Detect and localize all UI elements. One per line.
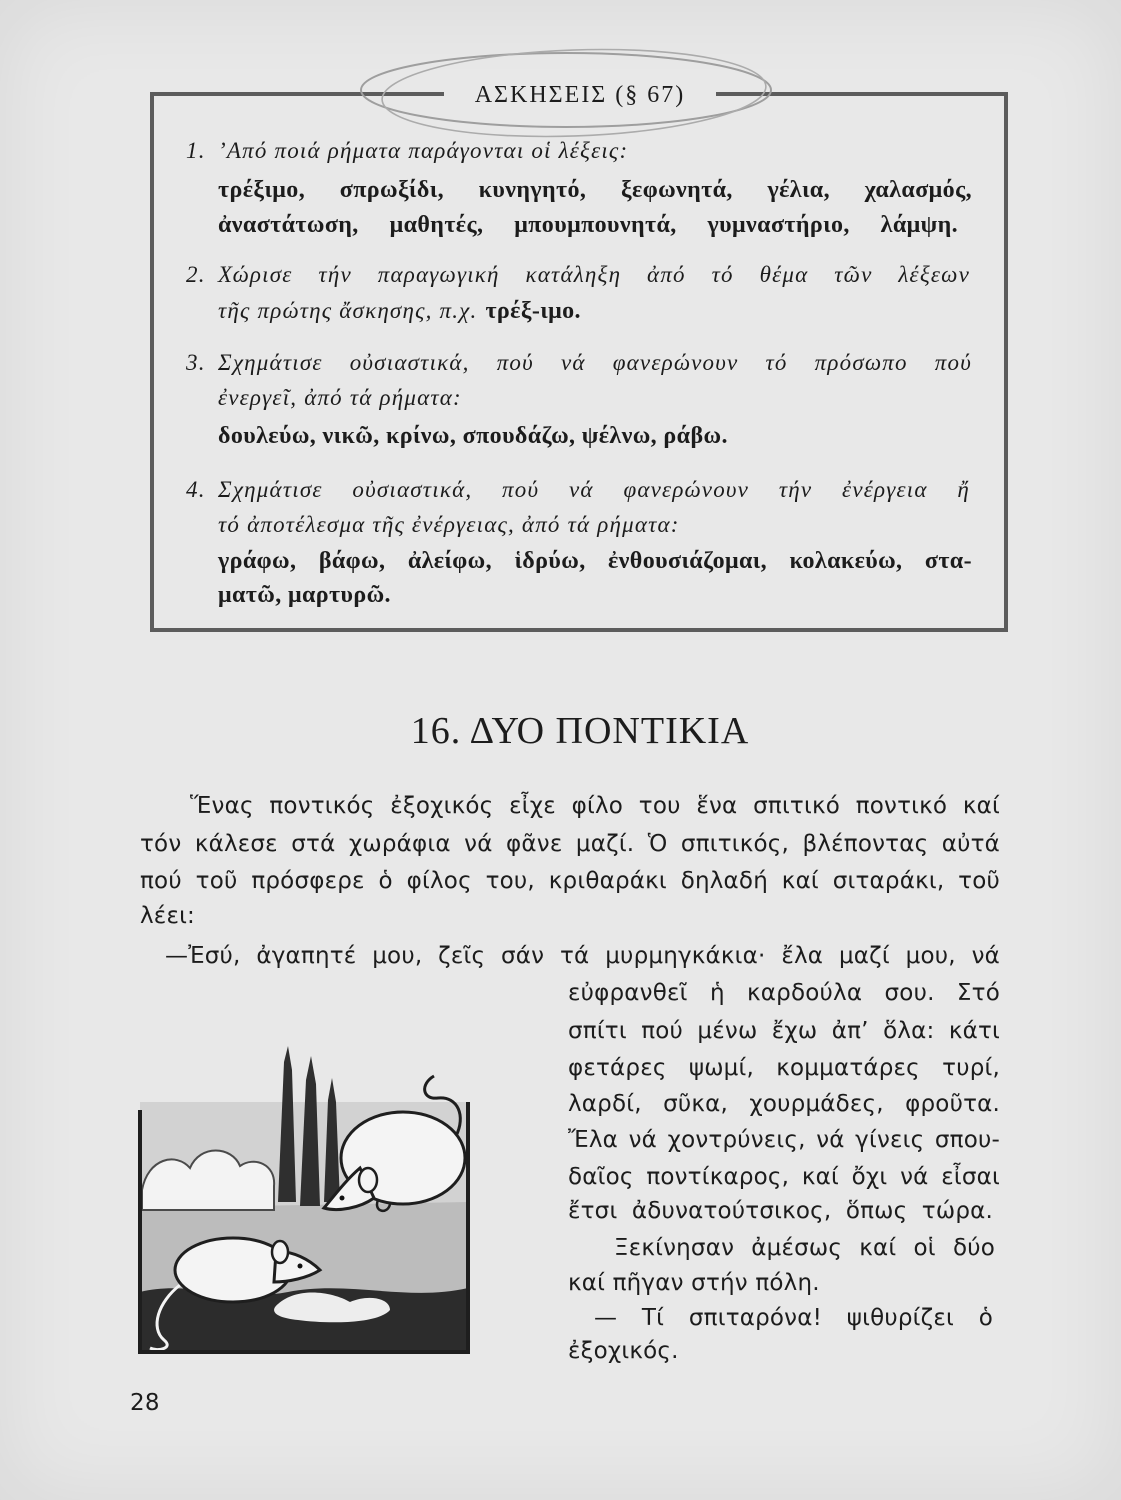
exercise-word-list: δουλεύω, νικῶ, κρίνω, σπουδάζω, ψέλνω, ράβω. bbox=[218, 423, 728, 449]
story-line: ἔτσι ἀδυνατούτσικος, ὅπως τώρα. bbox=[568, 1198, 993, 1224]
story-line: καί πῆγαν στήν πόλη. bbox=[568, 1270, 820, 1296]
exercise-prompt: Σχημάτισε οὐσιαστικά, πού νά φανερώνουν τό πρόσωπο πού bbox=[218, 350, 972, 375]
story-heading: 16. ΔΥΟ ΠΟΝΤΙΚΙΑ bbox=[410, 710, 750, 752]
exercise-word-list: ἀναστάτωση, μαθητές, μπουμπουνητά, γυμναστήριο, λάμψη. bbox=[218, 212, 958, 238]
exercise-number: 1. bbox=[186, 138, 206, 163]
story-line: λαρδί, σῦκα, χουρμάδες, φροῦτα. bbox=[568, 1091, 1000, 1117]
story-line: Ξεκίνησαν ἀμέσως καί οἱ δύο bbox=[614, 1235, 995, 1261]
exercise-word-list: τρέξιμο, σπρωξίδι, κυνηγητό, ξεφωνητά, γέλια, χαλασμός, bbox=[218, 177, 972, 203]
exercise-prompt: Χώρισε τήν παραγωγική κατάληξη ἀπό τό θέμα τῶν λέξεων bbox=[218, 262, 970, 287]
exercise-example: τρέξ-ιμο. bbox=[485, 298, 581, 324]
exercise-number: 2. bbox=[186, 262, 206, 287]
exercise-number: 4. bbox=[186, 477, 206, 502]
story-line: δαῖος ποντίκαρος, καί ὄχι νά εἶσαι bbox=[568, 1164, 1000, 1190]
story-line: —Ἐσύ, ἀγαπητέ μου, ζεῖς σάν τά μυρμηγκάκια· ἔλα μαζί μου, νά bbox=[165, 943, 1000, 969]
exercise-number: 3. bbox=[186, 350, 206, 375]
exercise-prompt: ’Από ποιά ρήματα παράγονται οἱ λέξεις: bbox=[218, 138, 629, 163]
exercise-prompt: τό ἀποτέλεσμα τῆς ἐνέργειας, ἀπό τά ρήματα: bbox=[218, 512, 680, 537]
exercise-prompt: τῆς πρώτης ἄσκησης, π.χ. bbox=[218, 298, 478, 323]
bottom-mouse-eye bbox=[298, 1264, 303, 1269]
story-line: εὐφρανθεῖ ἡ καρδούλα σου. Στό bbox=[568, 980, 1000, 1006]
story-line: λέει: bbox=[140, 903, 196, 929]
top-mouse-ear bbox=[359, 1168, 377, 1192]
story-line: σπίτι πού μένω ἔχω ἀπ’ ὅλα: κάτι bbox=[568, 1018, 1000, 1044]
story-line: φετάρες ψωμί, κομματάρες τυρί, bbox=[568, 1055, 1000, 1081]
story-line: τόν κάλεσε στά χωράφια νά φᾶνε μαζί. Ὁ σπιτικός, βλέποντας αὐτά bbox=[140, 831, 1000, 857]
bottom-mouse-ear bbox=[272, 1241, 288, 1263]
exercise-word-list: ματῶ, μαρτυρῶ. bbox=[218, 582, 391, 608]
exercises-title: ΑΣΚΗΣΕΙΣ (§ 67) bbox=[444, 82, 716, 108]
story-line: — Τί σπιταρόνα! ψιθυρίζει ὁ bbox=[594, 1305, 993, 1331]
exercise-prompt: Σχημάτισε οὐσιαστικά, πού νά φανερώνουν τήν ἐνέργεια ἤ bbox=[218, 477, 970, 502]
story-line: πού τοῦ πρόσφερε ὁ φίλος του, κριθαράκι δηλαδή καί σιταράκι, τοῦ bbox=[140, 868, 1000, 894]
page-number: 28 bbox=[130, 1390, 160, 1416]
exercise-prompt-with-example bbox=[218, 299, 581, 323]
exercise-prompt: ἐνεργεῖ, ἀπό τά ρήματα: bbox=[218, 385, 462, 410]
story-line: ἐξοχικός. bbox=[568, 1338, 679, 1364]
top-mouse-eye bbox=[340, 1196, 345, 1201]
two-mice-illustration bbox=[128, 1040, 470, 1365]
story-line: Ἕνας ποντικός ἐξοχικός εἶχε φίλο του ἕνα σπιτικό ποντικό καί bbox=[190, 793, 1000, 819]
story-line: Ἔλα νά χοντρύνεις, νά γίνεις σπου- bbox=[568, 1127, 1000, 1153]
exercise-word-list: γράφω, βάφω, ἀλείφω, ἱδρύω, ἐνθουσιάζομαι, κολακεύω, στα- bbox=[218, 548, 972, 574]
